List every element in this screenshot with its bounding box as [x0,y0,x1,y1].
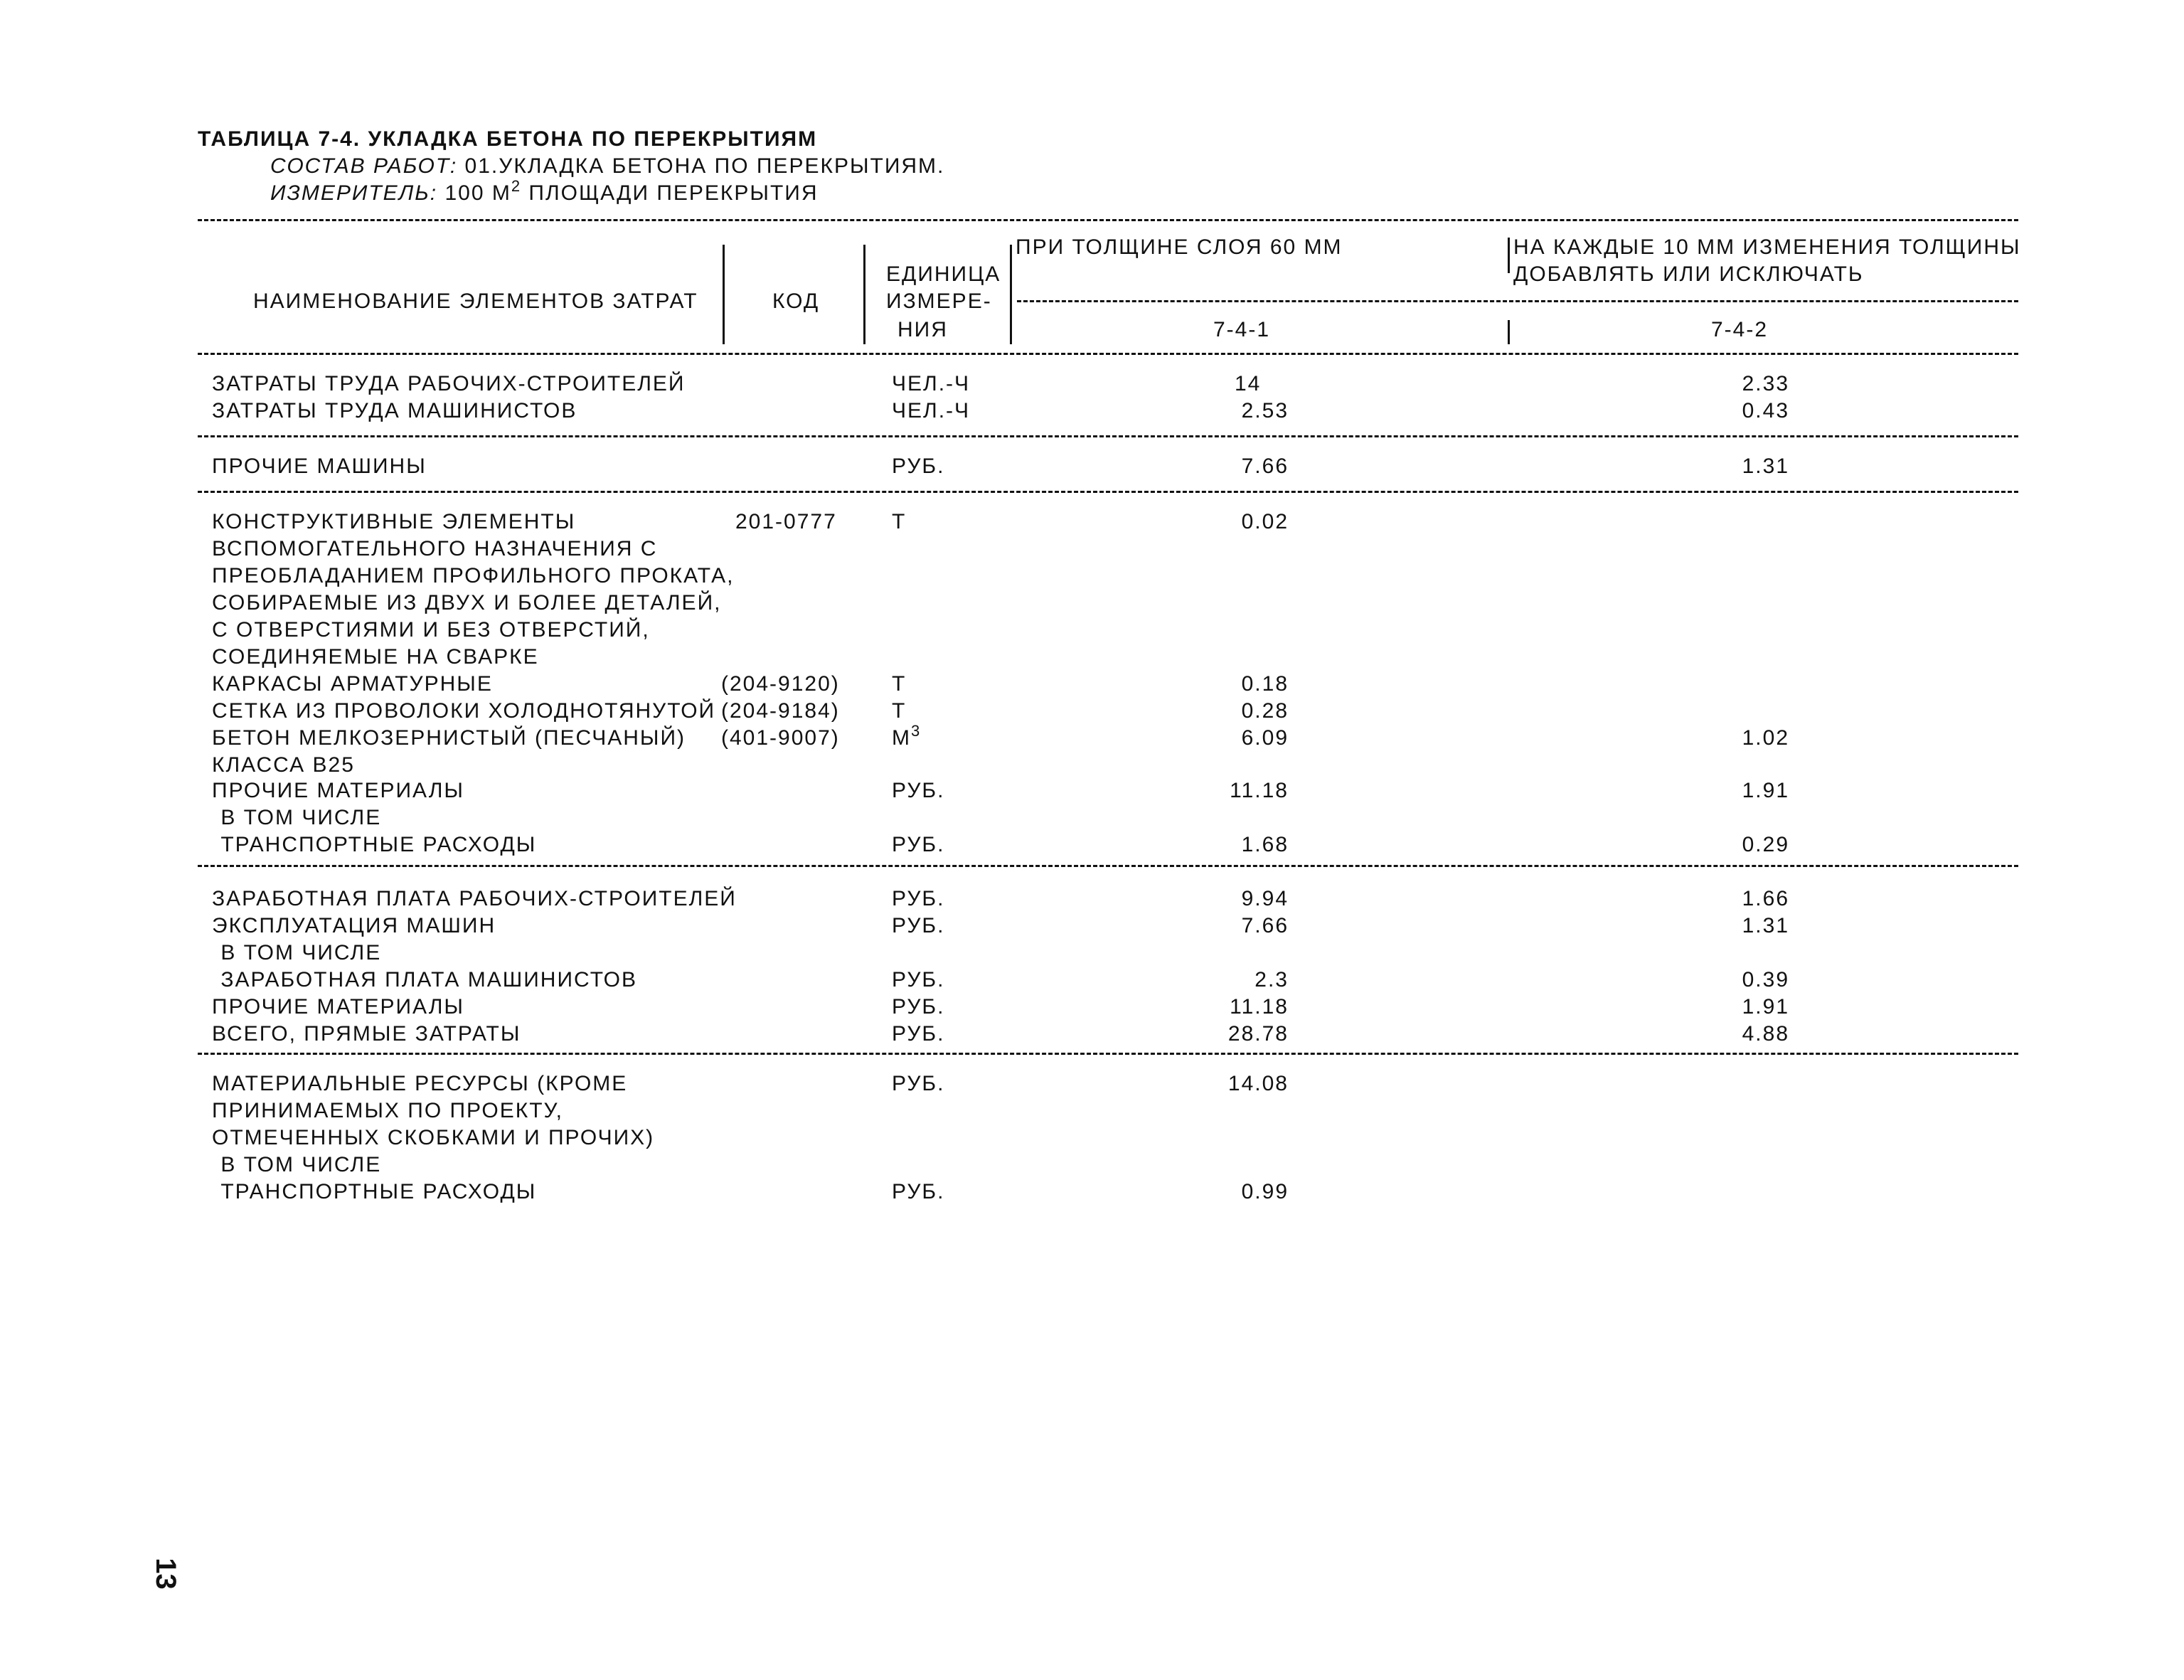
rule-section-2 [198,491,2018,493]
col-unit-header-2: ИЗМЕРЕ- [886,289,992,313]
row-unit: $М^3$ [892,722,922,750]
col2-header-2: ДОБАВЛЯТЬ ИЛИ ИСКЛЮЧАТЬ [1513,262,1864,286]
row-name: ПРОЧИЕ МАТЕРИАЛЫ [212,779,464,802]
col-unit-header-3: НИЯ [897,318,948,341]
row-name: ВСЕГО, ПРЯМЫЕ ЗАТРАТЫ [212,1022,521,1046]
rule-header-bottom [198,353,2018,355]
row-name: БЕТОН МЕЛКОЗЕРНИСТЫЙ (ПЕСЧАНЫЙ) [212,726,686,750]
row-unit: РУБ. [892,833,945,856]
row-unit: ЧЕЛ.-Ч [892,399,971,422]
col-sep-4b [1508,320,1510,344]
row-value-7-4-1: 28.78 [1227,1022,1289,1046]
col-name-header: НАИМЕНОВАНИЕ ЭЛЕМЕНТОВ ЗАТРАТ [253,289,698,313]
row-name: КАРКАСЫ АРМАТУРНЫЕ [212,672,493,696]
row-name: ЗАТРАТЫ ТРУДА МАШИНИСТОВ [212,399,577,422]
row-name: ЗАРАБОТНАЯ ПЛАТА РАБОЧИХ-СТРОИТЕЛЕЙ [212,887,737,910]
row-value-7-4-1: 14.08 [1227,1072,1289,1095]
row-value-7-4-2: 0.39 [1742,968,1789,991]
row-value-7-4-1: 0.28 [1241,699,1289,723]
row-unit: РУБ. [892,1022,945,1046]
row-code: (204-9120) [721,672,840,696]
row-code: 201-0777 [735,510,837,533]
row-name: ВСПОМОГАТЕЛЬНОГО НАЗНАЧЕНИЯ С [212,537,658,560]
row-value-7-4-2: 0.43 [1742,399,1789,422]
row-name: С ОТВЕРСТИЯМИ И БЕЗ ОТВЕРСТИЙ, [212,618,650,642]
col-sep-1 [723,245,725,344]
meter-value-a: 100 М [437,181,511,205]
row-value-7-4-1: 0.18 [1241,672,1289,696]
row-value-7-4-2: 1.31 [1742,454,1789,478]
row-name: СОБИРАЕМЫЕ ИЗ ДВУХ И БОЛЕЕ ДЕТАЛЕЙ, [212,591,722,615]
rule-top [198,219,2018,221]
row-value-7-4-2: 1.66 [1742,887,1789,910]
row-name: ЗАТРАТЫ ТРУДА РАБОЧИХ-СТРОИТЕЛЕЙ [212,372,686,395]
row-value-7-4-2: 0.29 [1742,833,1789,856]
row-name: ТРАНСПОРТНЫЕ РАСХОДЫ [213,1180,537,1203]
row-unit: РУБ. [892,887,945,910]
row-value-7-4-1: 0.99 [1241,1180,1289,1203]
row-value-7-4-1: 7.66 [1241,454,1289,478]
row-value-7-4-1: 14 [1235,372,1262,395]
meter-label: ИЗМЕРИТЕЛЬ: [270,181,438,205]
row-code: (204-9184) [721,699,840,723]
row-unit: РУБ. [892,1180,945,1203]
row-name: СОЕДИНЯЕМЫЕ НА СВАРКЕ [212,645,539,669]
row-unit: ЧЕЛ.-Ч [892,372,971,395]
row-value-7-4-2: 1.31 [1742,914,1789,937]
col-sep-3 [1010,245,1012,344]
row-unit: РУБ. [892,914,945,937]
col2-header-1: НА КАЖДЫЕ 10 ММ ИЗМЕНЕНИЯ ТОЛЩИНЫ [1513,235,2021,259]
row-name: ПРОЧИЕ МАШИНЫ [212,454,427,478]
row-name: ТРАНСПОРТНЫЕ РАСХОДЫ [213,833,537,856]
row-name: ПРОЧИЕ МАТЕРИАЛЫ [212,995,464,1019]
row-value-7-4-2: 1.91 [1742,779,1789,802]
col1-header: ПРИ ТОЛЩИНЕ СЛОЯ 60 ММ [1016,235,1343,259]
rule-section-3 [198,865,2018,867]
work-value: 01.УКЛАДКА БЕТОНА ПО ПЕРЕКРЫТИЯМ. [457,154,945,178]
col-sep-2 [863,245,865,344]
row-value-7-4-2: 4.88 [1742,1022,1789,1046]
row-name: ПРИНИМАЕМЫХ ПО ПРОЕКТУ, [212,1099,563,1122]
row-unit: РУБ. [892,968,945,991]
row-unit: Т [892,672,907,696]
col2-code: 7-4-2 [1711,318,1769,341]
meter-value-b: ПЛОЩАДИ ПЕРЕКРЫТИЯ [521,181,819,205]
row-name: В ТОМ ЧИСЛЕ [213,941,382,964]
row-unit: РУБ. [892,454,945,478]
row-unit-sup: 3 [911,722,922,740]
row-value-7-4-1: 0.02 [1241,510,1289,533]
row-name: МАТЕРИАЛЬНЫЕ РЕСУРСЫ (КРОМЕ [212,1072,628,1095]
table-title: ТАБЛИЦА 7-4. УКЛАДКА БЕТОНА ПО ПЕРЕКРЫТИЯМ [198,127,818,151]
row-name: ЗАРАБОТНАЯ ПЛАТА МАШИНИСТОВ [213,968,638,991]
row-value-7-4-2: 1.91 [1742,995,1789,1019]
col1-code: 7-4-1 [1213,318,1271,341]
rule-section-1 [198,435,2018,437]
row-value-7-4-1: 11.18 [1230,779,1289,802]
row-name: В ТОМ ЧИСЛЕ [213,1153,382,1176]
page-number: 13 [149,1558,181,1590]
col-sep-4a [1508,238,1510,273]
row-unit: РУБ. [892,779,945,802]
row-unit: РУБ. [892,1072,945,1095]
col-unit-header-1: ЕДИНИЦА [886,262,1001,286]
row-name: В ТОМ ЧИСЛЕ [213,806,382,829]
row-code: (401-9007) [721,726,840,750]
row-name: ЭКСПЛУАТАЦИЯ МАШИН [212,914,496,937]
work-composition [270,154,944,179]
row-value-7-4-2: 2.33 [1742,372,1789,395]
row-unit: Т [892,510,907,533]
row-name: ПРЕОБЛАДАНИЕМ ПРОФИЛЬНОГО ПРОКАТА, [212,564,735,588]
rule-section-4 [198,1053,2018,1055]
meter-sup: 2 [511,177,522,195]
measure-unit [270,177,819,206]
row-value-7-4-2: 1.02 [1742,726,1789,750]
row-value-7-4-1: 2.3 [1255,968,1289,991]
row-name: КОНСТРУКТИВНЫЕ ЭЛЕМЕНТЫ [212,510,576,533]
row-value-7-4-1: 2.53 [1241,399,1289,422]
row-name: ОТМЕЧЕННЫХ СКОБКАМИ И ПРОЧИХ) [212,1126,655,1149]
row-name: КЛАССА В25 [212,753,355,777]
row-value-7-4-1: 6.09 [1241,726,1289,750]
row-value-7-4-1: 9.94 [1241,887,1289,910]
row-value-7-4-1: 11.18 [1230,995,1289,1019]
rule-header-mid [1017,300,2018,302]
row-name: СЕТКА ИЗ ПРОВОЛОКИ ХОЛОДНОТЯНУТОЙ [212,699,716,723]
col-code-header: КОД [772,289,820,313]
row-value-7-4-1: 7.66 [1241,914,1289,937]
work-label: СОСТАВ РАБОТ: [270,154,458,178]
row-unit: РУБ. [892,995,945,1019]
row-unit: Т [892,699,907,723]
row-value-7-4-1: 1.68 [1241,833,1289,856]
